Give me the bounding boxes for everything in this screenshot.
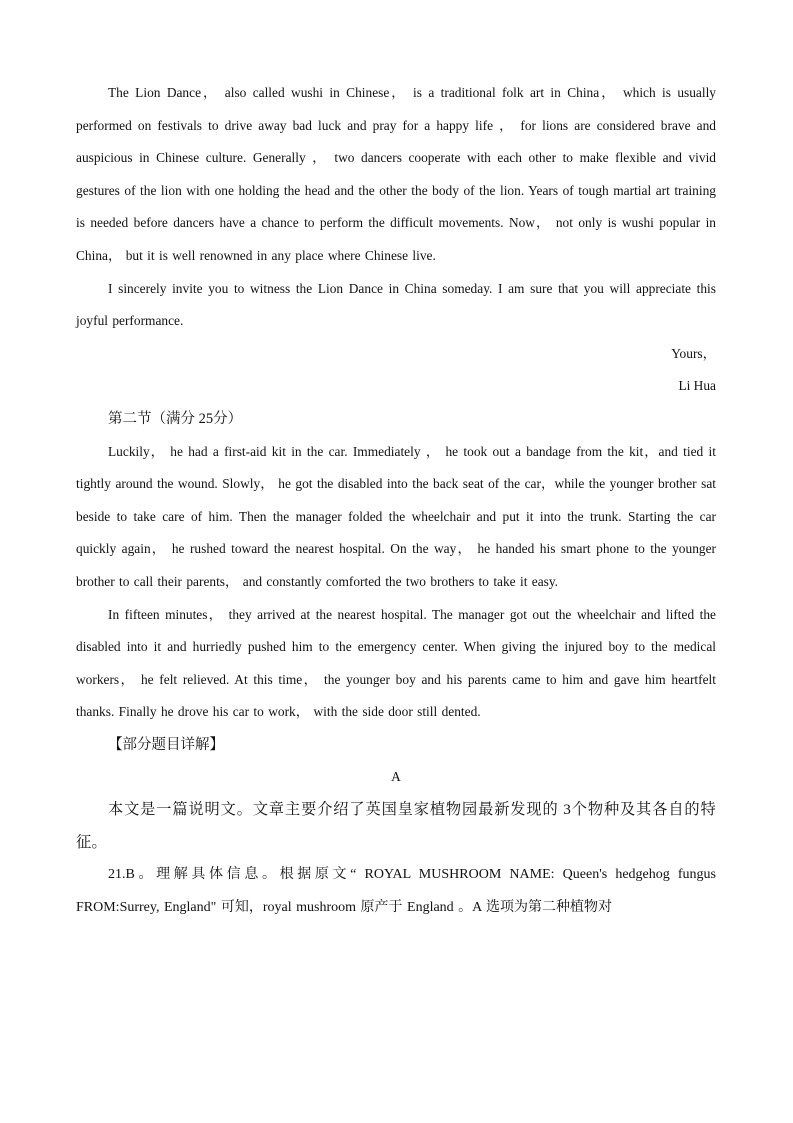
part-label: A [391, 769, 401, 785]
passage-summary: 本文是一篇说明文。文章主要介绍了英国皇家植物园最新发现的 3个物种及其各自的特征。 [76, 801, 716, 851]
explanation-heading: 【部分题目详解】 [108, 736, 224, 753]
letter-invitation-paragraph: I sincerely invite you to witness the Lion Dance in China someday. I am sure that you will appreciate this joyful performance. [76, 280, 716, 329]
page-content [76, 77, 716, 924]
section-heading: 第二节（满分 25分） [108, 410, 243, 427]
question-explanation: 21.B。理解具体信息。根据原文“ ROYAL MUSHROOM NAME: Queen's hedgehog fungus FROM:Surrey, England" 可知，royal mushroom 原产于 England 。A 选项为第二种植物对 [76, 867, 716, 915]
letter-closing: Yours， [671, 345, 716, 361]
story-paragraph: Luckily， he had a first-aid kit in the car. Immediately ， he took out a bandage from the kit，and tied it tightly around the wound. Slowly， he got the disabled into the back seat of the car，while the younger brother sat beside to take care of him. Then the manager folded the wheelchair and put it into the trunk. Starting the car quickly again， he rushed toward the nearest hospital. On the way， he handed his smart phone to the younger brother to call their parents， and constantly comforted the two brothers to take it easy. [76, 443, 716, 589]
story-paragraph: In fifteen minutes， they arrived at the nearest hospital. The manager got out the wheelchair and lifted the disabled into it and hurriedly pushed him to the emergency center. When giving the injured boy to the medical workers， he felt relieved. At this time， the younger boy and his parents came to him and gave him heartfelt thanks. Finally he drove his car to work， with the side door still dented. [76, 606, 716, 720]
letter-paragraph: The Lion Dance， also called wushi in Chinese， is a traditional folk art in China， which is usually performed on festivals to drive away bad luck and pray for a happy life ， for lions are considered brave and auspicious in Chinese culture. Generally ， two dancers cooperate with each other to make flexible and vivid gestures of the lion with one holding the head and the other the body of the lion. Years of tough martial art training is needed before dancers have a chance to perform the difficult movements. Now， not only is wushi popular in China， but it is well renowned in any place where Chinese live. [76, 85, 716, 263]
letter-signature: Li Hua [678, 378, 716, 394]
